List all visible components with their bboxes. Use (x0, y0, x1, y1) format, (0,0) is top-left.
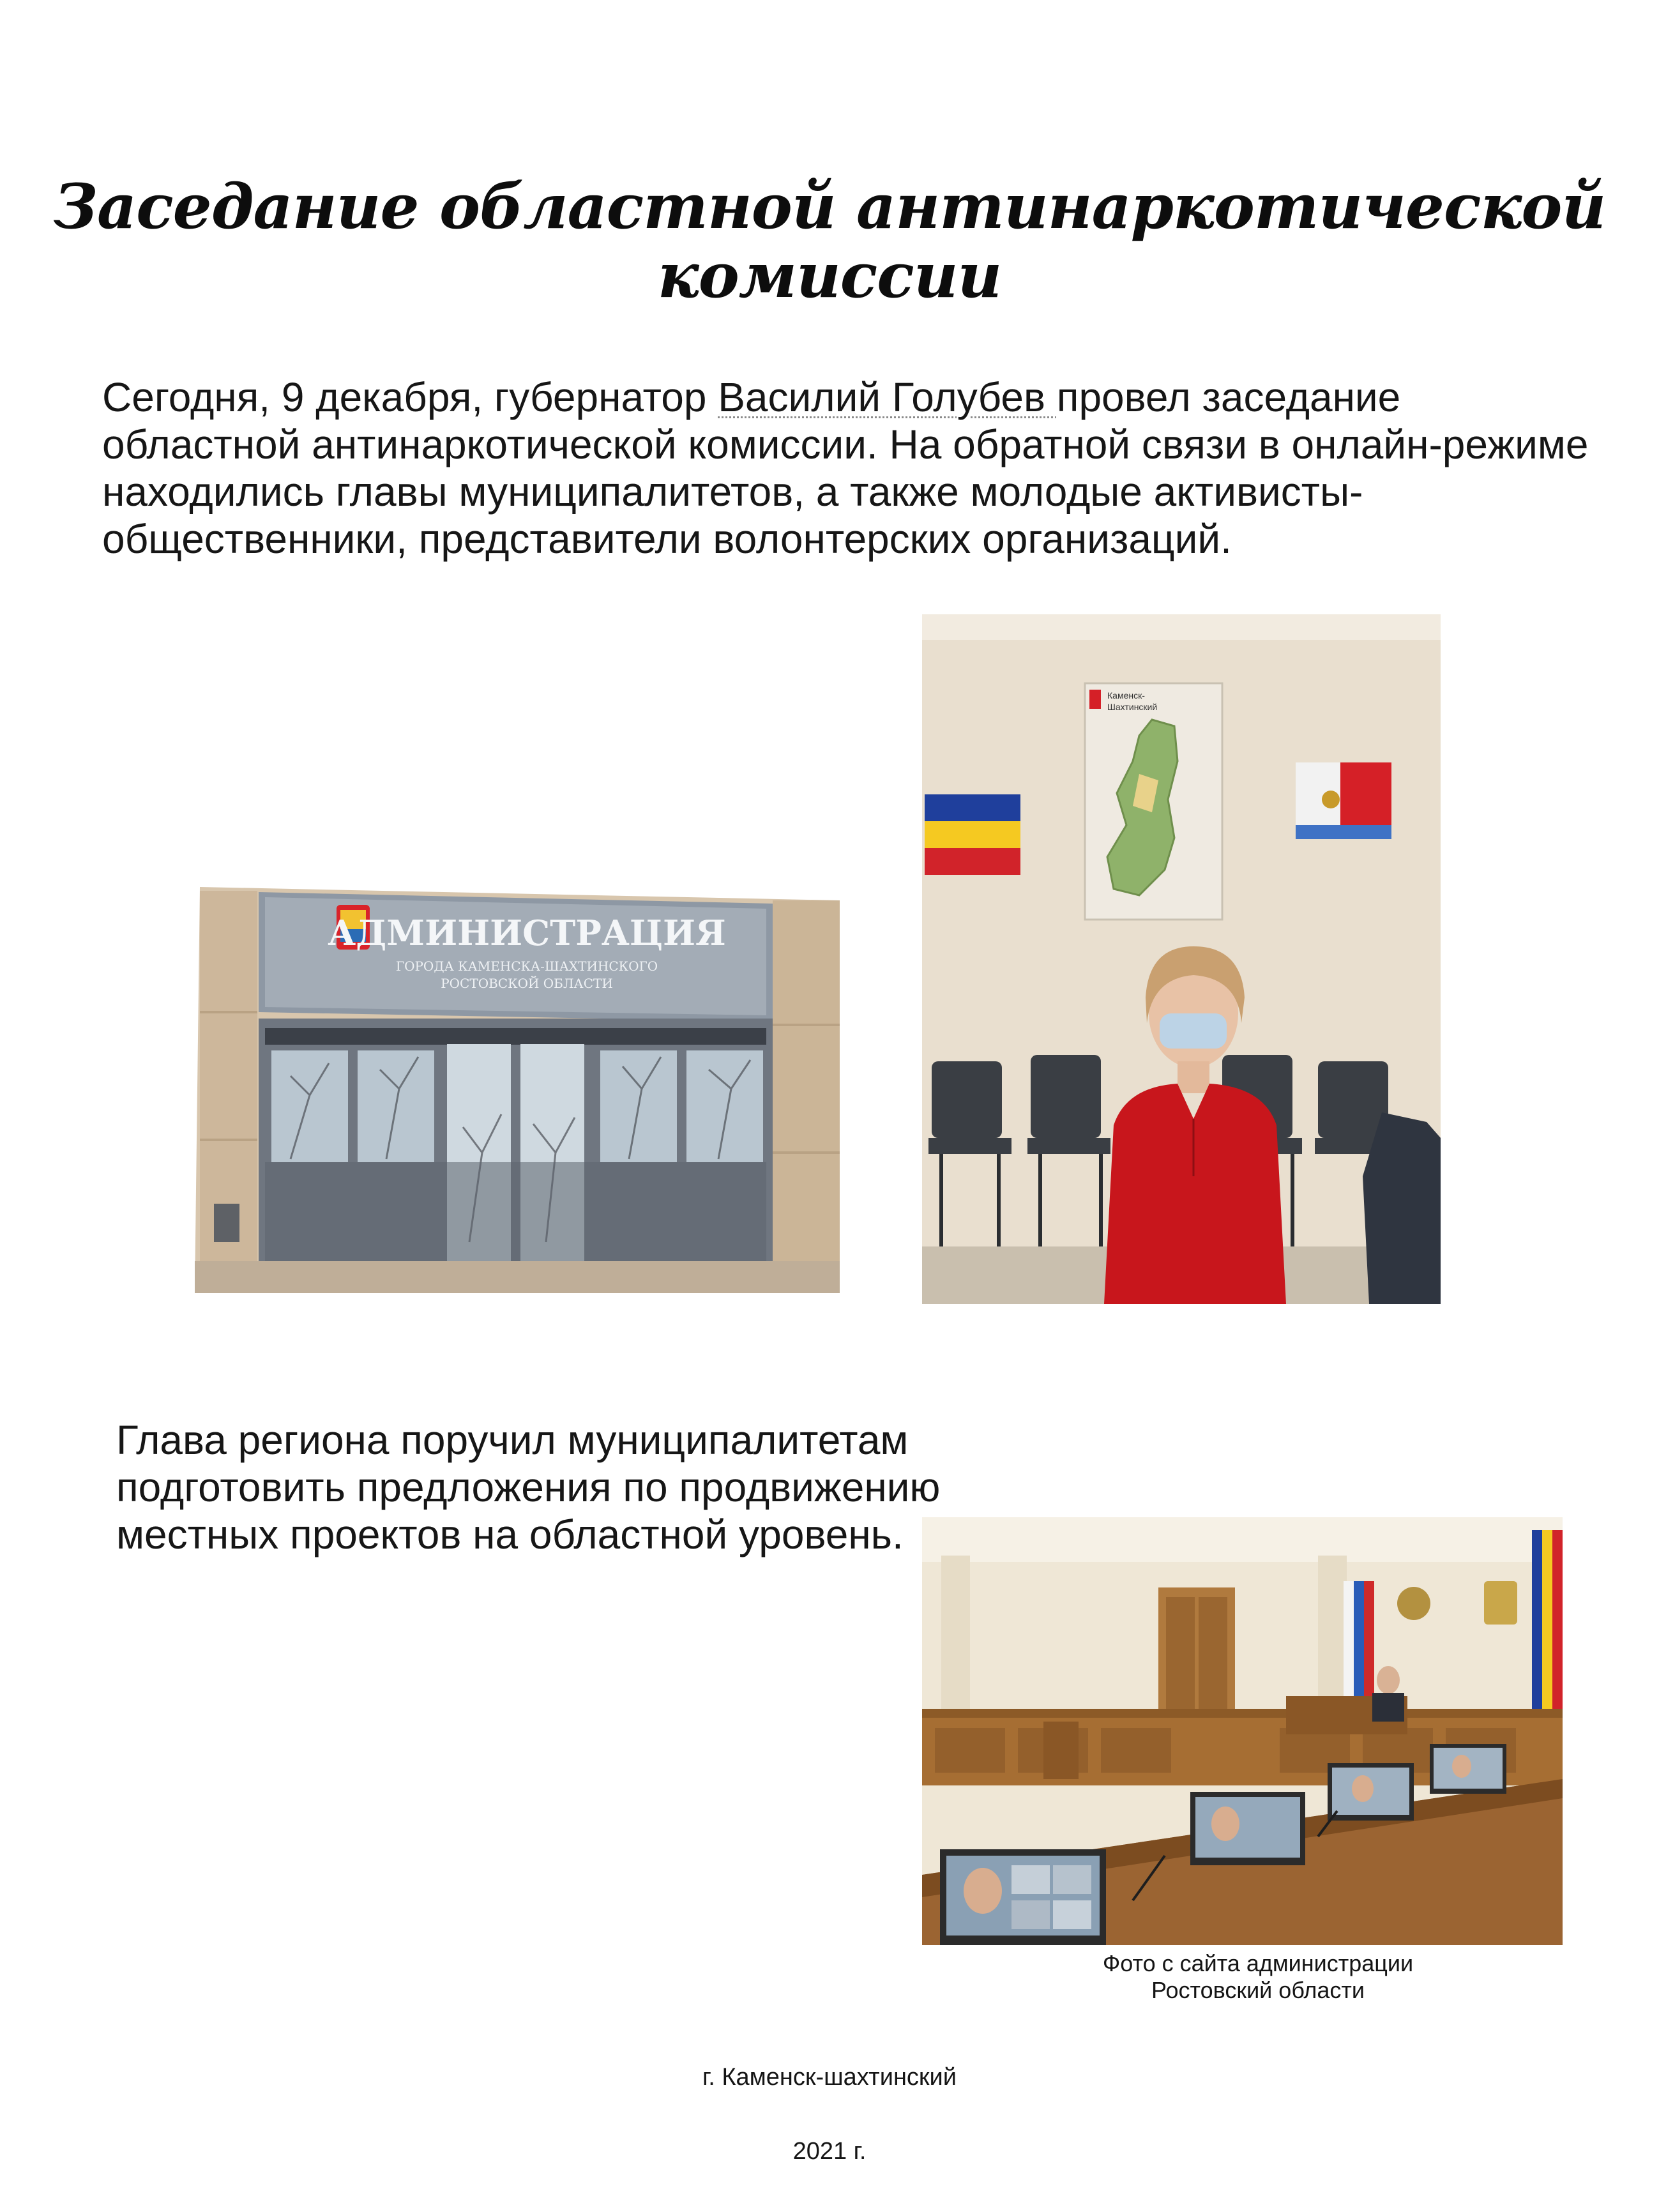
building-sign-sub1: ГОРОДА КАМЕНСКА-ШАХТИНСКОГО (395, 958, 658, 974)
footer-year: 2021 г. (792, 2138, 867, 2165)
map-label-1: Каменск- (1107, 690, 1145, 701)
article-title (0, 172, 1659, 310)
footer-city: г. Каменск-шахтинский (702, 2064, 957, 2091)
caption-line-2: Ростовский области (1151, 1977, 1365, 2003)
lead-text-end: провел заседание областной антинаркотической комиссии. На обратной связи в онлайн-режиме находились главы муниципалитетов, а также молодые активисты-общественники, представители волонтерских организаций. (102, 374, 1589, 562)
building-sign-sub2: РОСТОВСКОЙ ОБЛАСТИ (441, 976, 613, 991)
lead-paragraph (102, 374, 1590, 563)
meeting-room-photo (922, 614, 1441, 1304)
caption-line-1: Фото с сайта администрации (1102, 1950, 1414, 1976)
building-sign-main: АДМИНИСТРАЦИЯ (328, 913, 726, 953)
governor-link[interactable]: Василий Голубев (718, 374, 1057, 420)
map-label-2: Шахтинский (1107, 702, 1158, 712)
second-paragraph: Глава региона поручил муниципалитетам подготовить предложения по продвижению местных проектов на областной уровень. (116, 1417, 941, 1557)
building-photo (195, 884, 840, 1293)
photo-caption (920, 1950, 1596, 2004)
lead-text-start: Сегодня, 9 декабря, губернатор (102, 374, 718, 420)
title-line-1: Заседание областной антинаркотической (53, 170, 1606, 243)
title-line-2: комиссии (657, 239, 1002, 312)
council-chamber-photo (922, 1517, 1563, 1945)
